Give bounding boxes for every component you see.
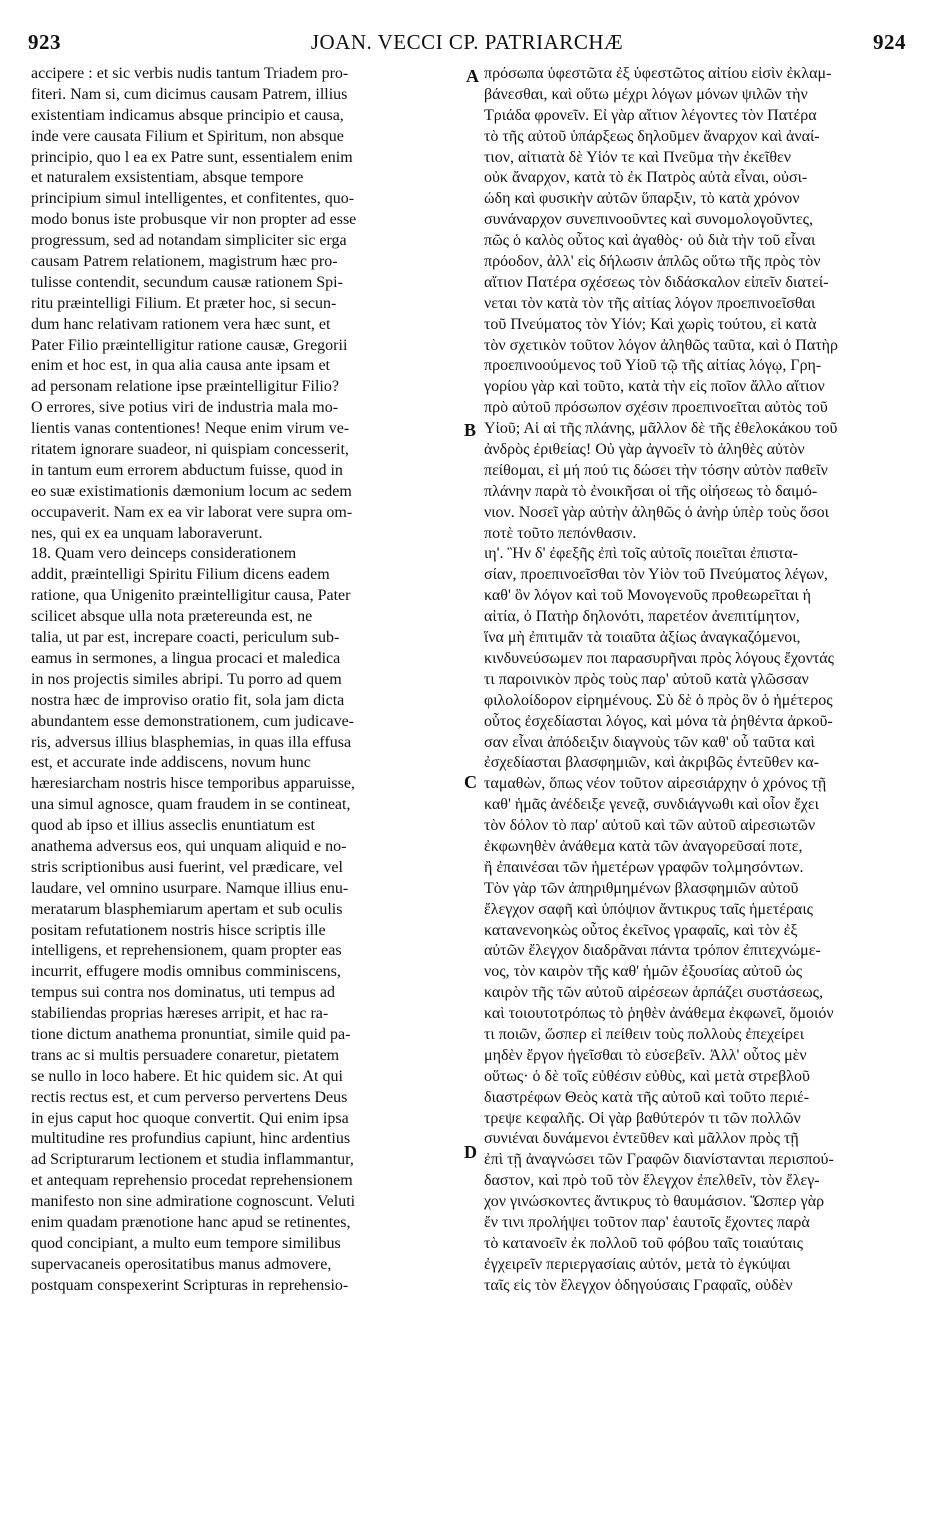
latin-text-line: incurrit, effugere modis omnibus comminiscens, [31,963,341,981]
latin-text-line: ratione, qua Unigenito præintelligitur causa, Pater [31,587,351,605]
greek-text-line: τρεψε κεφαλῆς. Οἱ γὰρ βαθύτερόν τι τῶν πολλῶν [484,1109,801,1127]
greek-text-line: ποτὲ τοῦτο πεπόνθασιν. [484,524,637,542]
latin-text-line: est, et accurate inde addiscens, novum hunc [31,754,311,772]
page-number-left: 923 [28,30,61,54]
greek-text-line: αἴτιον Πατέρα σχέσεως τὸν διδάσκαλον εἰπεῖν διατεί- [484,273,829,291]
greek-text-line: μηδὲν ἔργον ἡγεῖσθαι τὸ εὐσεβεῖν. Ἀλλ' οὗτος μὲν [484,1046,807,1064]
latin-text-line: multitudine res profundius capiunt, hinc ardentius [31,1130,351,1148]
greek-text-line: οὕτως· ὁ δὲ τοῖς εὐθέσιν εὐθὺς, καὶ μετὰ στρεβλοῦ [484,1067,810,1085]
latin-text-line: O errores, sive potius viri de industria mala mo- [31,399,339,417]
greek-text-line: πῶς ὁ καλὸς οὗτος καὶ ἀγαθὸς· οὐ διὰ τὴν τοῦ εἶναι [484,232,816,250]
latin-text-line: hæresiarcham nostris hisce temporibus apparuisse, [31,775,355,793]
greek-text-line: ταῖς εἰς τὸν ἔλεγχον ὁδηγούσαις Γραφαῖς, οὐδὲν [484,1276,793,1294]
greek-text-line: οὐκ ἄναρχον, κατὰ τὸ ἐκ Πατρὸς αὐτὰ εἶναι, οὐσι- [484,169,808,187]
latin-text-line: causam Patrem relationem, magistrum hæc pro- [31,253,338,271]
margin-marker-c: C [464,772,477,792]
greek-text-line: προεπινοούμενος τοῦ Υἱοῦ τῷ τῆς αἰτίας λόγῳ, Γρη- [484,357,822,375]
greek-text-line: δαστον, καὶ πρὸ τοῦ τὸν ἔλεγχον ἐπελθεῖν, τὸν ἔλεγ- [484,1172,820,1190]
latin-text-line: dum hanc relativam rationem vera hæc sunt, et [31,315,331,333]
greek-text-line: πείθομαι, εἰ μή πού τις δώσει τὴν τόσην αὐτὸν παθεῖν [484,461,828,479]
latin-text-line: se nullo in loco habere. Et hic quidem sic. At qui [31,1067,343,1085]
latin-text-line: una simul agnosce, quam fraudem in se contineat, [31,796,351,814]
greek-text-line: κατανενοηκὼς οὗτος ἐκεῖνος γραφαῖς, καὶ τὸν ἐξ [484,921,798,939]
latin-text-line: talia, ut par est, increpare coacti, periculum sub- [31,629,340,647]
greek-text-line: πλάνην παρὰ τὸ ἐνοικῆσαι οἱ τῆς οἰήσεως τὸ δαιμό- [484,482,818,500]
latin-text-line: in nos projectis similes abripi. Tu porro ad quem [31,670,342,688]
greek-text-line: ιη'. Ἣν δ' ἐφεξῆς ἐπὶ τοῖς αὐτοῖς ποιεῖται ἐπιστα- [484,545,798,563]
greek-text-line: ἵνα μὴ ἐπιτιμᾶν τὰ τοιαῦτα ἀξίως ἀναγκαζόμενοι, [484,629,801,647]
greek-text-line: συνιέναι δυνάμενοι ἐντεῦθεν καὶ μᾶλλον πρὸς τῇ [484,1130,799,1148]
latin-text-line: principio, quo l ea ex Patre sunt, essentialem enim [31,148,353,166]
latin-text-line: enim et hoc est, in qua alia causa ante ipsam et [31,357,330,375]
latin-text-line: abundantem esse demonstrationem, cum judicave- [31,712,355,730]
greek-text-line: οὗτος ἐσχεδίασται λόγος, καὶ μόνα τὰ ῥηθέντα ἀρκοῦ- [484,712,833,730]
latin-text-line: existentiam indicamus absque principio et causa, [31,106,344,124]
greek-text-line: Τριάδα φρονεῖν. Εἰ γὰρ αἴτιον λέγοντες τὸν Πατέρα [484,106,817,124]
greek-text-line: ἢ ἐπαινέσαι τῶν ἡμετέρων γραφῶν τολμησόντων. [484,858,804,876]
greek-text-line: τι ποιῶν, ὥσπερ εἰ πείθειν τοὺς πολλοὺς ἐπεχείρει [484,1025,805,1043]
greek-text-line: ταμαθὼν, ὅπως νέον τοῦτον αἱρεσιάρχην ὁ χρόνος τῇ [484,775,827,793]
latin-text-line: addit, præintelligi Spiritu Filium dicens eadem [31,566,330,584]
latin-text-line: ritu præintelligi Filium. Et præter hoc, si secun- [31,294,337,312]
latin-text-line: Pater Filio præintelligitur ratione causæ, Gregorii [31,336,348,354]
greek-text-line: κινδυνεύσωμεν ποι παρασυρῆναι πρὸς λόγους ἔχοντάς [484,649,834,667]
greek-text-line: νος, τὸν καιρὸν τῆς καθ' ἡμῶν ἐξουσίας αὐτοῦ ὡς [484,963,803,981]
greek-text-line: τὸ τῆς αὐτοῦ ὑπάρξεως δηλοῦμεν ἄναρχον καὶ ἀναί- [484,127,820,145]
greek-text-line: αὐτῶν ἔλεγχον διαδρᾶναι πάντα τρόπον ἐπιτεχνώμε- [484,942,821,960]
latin-text-line: intelligens, et reprehensionem, quam propter eas [31,942,342,960]
latin-text-line: occupaverit. Nam ex ea vir laborat vere supra om- [31,503,353,521]
greek-text-line: συνάναρχον συνεπινοοῦντες καὶ συνομολογοῦντες, [484,211,813,229]
greek-text-line: χον γινώσκοντες ἄντικρυς τὸ θαυμάσιον. Ὥσπερ γὰρ [484,1193,825,1211]
greek-text-line: Τὸν γὰρ τῶν ἀπηριθμημένων βλασφημιῶν αὐτοῦ [484,879,799,897]
latin-text-line: supervacaneis operositatibus manus admovere, [31,1255,332,1273]
latin-text-line: anathema adversus eos, qui unquam aliquid e no- [31,837,347,855]
greek-text-line: πρόσωπα ὑφεστῶτα ἐξ ὑφεστῶτος αἰτίου εἰσὶν ἐκλαμ- [484,65,832,82]
latin-text-line: in tantum eum errorem abductum fuisse, quod in [31,461,343,479]
latin-text-line: enim quadam prænotione hanc apud se retinentes, [31,1213,351,1231]
latin-text-line: laudare, vel omnino usurpare. Namque illius enu- [31,879,349,897]
greek-text-line: ἀνδρὸς ἐριθείας! Οὐ γὰρ ἀγνοεῖν τὸ ἀληθὲς αὐτὸν [484,441,805,459]
latin-text-line: fiteri. Nam si, cum dicimus causam Patrem, illius [31,85,348,103]
latin-text-line: nostra hæc de improviso oratio fit, sola jam dicta [31,691,345,709]
latin-text-line: ad Scripturarum lectionem et studia inflammantur, [31,1151,354,1169]
latin-text-line: manifesto non sine admiratione cognoscunt. Veluti [31,1193,356,1211]
latin-text-line: meratarum blasphemiarum apertam et sub oculis [31,900,343,918]
latin-text-line: tulisse contendit, secundum causæ rationem Spi- [31,273,343,291]
latin-text-line: principium simul intelligentes, et confitentes, quo- [31,190,355,208]
latin-text-line: tempus sui contra nos dominatus, uti tempus ad [31,984,335,1002]
margin-marker-a: A [466,66,479,86]
greek-text-line: νεται τὸν κατὰ τὸν τῆς αἰτίας λόγον προεπινοεῖσθαι [484,294,816,312]
greek-text-line: γορίου γὰρ καὶ τοῦτο, κατὰ τὴν εἰς ποῖον ἄλλο αἴτιον [484,378,825,396]
greek-text-line: ἔν τινι προλήψει τοῦτον παρ' ἑαυτοῖς ἔχοντες παρὰ [484,1213,810,1231]
latin-text-line: scilicet absque ulla nota prætereunda est, ne [31,608,313,626]
greek-text-line: τὸν σχετικὸν τοῦτον λόγον ἀληθῶς ταῦτα, καὶ ὁ Πατὴρ [484,336,838,354]
latin-text-line: quod ab ipso et illius asseclis enuntiatum est [31,817,315,835]
margin-marker-b: B [464,420,477,440]
latin-text-line: positam refutationem nostris hisce scriptis ille [31,921,326,939]
latin-text-line: progressum, sed ad notandam simpliciter sic erga [31,232,347,250]
latin-column [31,64,461,1297]
latin-text-line: nes, qui ex ea unquam laboraverunt. [31,524,263,542]
greek-text-line: πρὸ αὐτοῦ πρόσωπον σχέσιν προεπινοεῖται αὐτὸς τοῦ [484,399,828,417]
latin-text-line: ad personam relatione ipse præintelligitur Filio? [31,378,339,396]
latin-text-line: et antequam reprehensio procedat reprehensionem [31,1172,353,1190]
greek-text-line: ἐσχεδίασται βλασφημιῶν, καὶ ἀκριβῶς ἐντεῦθεν κα- [484,754,819,772]
greek-text-line: αἰτία, ὁ Πατὴρ δηλονότι, παρετέον ἀνεπιτίμητον, [484,608,800,626]
latin-text-line: tione dictum anathema pronuntiat, simile quid pa- [31,1025,351,1043]
latin-text-line: accipere : et sic verbis nudis tantum Triadem pro- [31,65,349,82]
greek-text-line: ἐγχειρεῖν περιεργασίαις αὐτόν, μετὰ τὸ ἐγκύψαι [484,1255,791,1273]
greek-text-line: νιον. Νοσεῖ γὰρ αὐτὴν ἀληθῶς ὁ ἀνὴρ ὑπὲρ τοὺς ὅσοι [484,503,829,521]
latin-text-line: stabiliendas proprias hæreses arripit, et hac ra- [31,1005,329,1023]
greek-text-line: φιλολοίδορον εἰρημένους. Σὺ δὲ ὁ πρὸς ὃν ὁ ἡμέτερος [484,691,833,709]
greek-text-line: Υἱοῦ; Αἱ αἱ τῆς πλάνης, μᾶλλον δὲ τῆς ἐθελοκάκου τοῦ [484,420,838,438]
greek-text-line: καιρὸν τῆς τῶν αὐτοῦ αἱρέσεων ἁρπάζει συστάσεως, [484,984,823,1002]
latin-text-line: postquam conspexerint Scripturas in reprehensio- [31,1276,349,1294]
greek-text-line: καθ' ἡμᾶς ἀνέδειξε γενεᾷ, συνδιάγνωθι καὶ οἷον ἔχει [484,796,819,814]
greek-text-line: καθ' ὃν λόγον καὶ τοῦ Μονογενοῦς προθεωρεῖται ἡ [484,587,812,605]
greek-column [484,64,908,1297]
greek-text-line: βάνεσθαι, καὶ οὕτω μέχρι λόγων μόνων ψιλῶν τὴν [484,85,808,103]
greek-text-line: σαν εἶναι ἀπόδειξιν διαγνοὺς τῶν καθ' οὗ ταῦτα καὶ [484,733,815,751]
latin-text-line: et naturalem exsistentiam, absque tempore [31,169,304,187]
greek-text-line: πρόοδον, ἀλλ' εἰς δήλωσιν ἁπλῶς οὕτω τῆς πρὸς τὸν [484,253,821,271]
greek-text-line: ἐκφωνηθὲν ἀνάθεμα κατὰ τῶν ἀναγορεῦσαί ποτε, [484,837,803,855]
greek-text-line: ἔλεγχον σαφῆ καὶ ὑπόψιον ἄντικρυς ταῖς ἡμετέραις [484,900,813,918]
latin-text-line: lientis vanas contentiones! Neque enim virum ve- [31,420,350,438]
latin-text-line: 18. Quam vero deinceps considerationem [31,545,297,563]
latin-text-line: trans ac si multis persuadere conaretur, pietatem [31,1046,340,1064]
page-number-right: 924 [873,30,906,54]
running-header [28,30,906,60]
latin-text-line: eamus in sermones, a lingua procaci et maledica [31,649,341,667]
greek-text-line: ώδη καὶ φυσικὴν αὐτῶν ὕπαρξιν, τὸ κατὰ χρόνον [484,190,800,208]
greek-text-line: καὶ τοιουτοτρόπως τὸ ῥηθὲν ἀνάθεμα ἐκφωνεῖ, ὅμοιόν [484,1005,834,1023]
greek-text-line: τοῦ Πνεύματος τὸν Υἱόν; Καὶ χωρὶς τούτου, εἰ κατὰ [484,315,817,333]
latin-text-line: ritatem ignorare suadeor, ni quispiam concesserit, [31,441,349,459]
greek-text-line: ἐπὶ τῇ ἀναγνώσει τῶν Γραφῶν διανίστανται περισπού- [484,1151,834,1169]
margin-marker-d: D [464,1142,477,1162]
latin-text-line: in ejus caput hoc quoque convertit. Qui enim ipsa [31,1109,349,1127]
greek-text-line: τὸ κατανοεῖν ἐκ πολλοῦ τοῦ φόβου ταῖς τοιαύταις [484,1234,803,1252]
latin-text-line: stris scriptionibus ausi fuerint, vel prædicare, vel [31,858,343,876]
latin-text-line: quod concipiant, a multo eum tempore similibus [31,1234,341,1252]
greek-text-line: διαστρέφων Θεὸς κατὰ τῆς αὐτοῦ καὶ τοῦτο περιέ- [484,1088,810,1106]
latin-text-line: eo suæ existimationis dæmonium locum ac sedem [31,482,352,500]
latin-text-line: ris, adversus illius blasphemias, in quas illa effusa [31,733,352,751]
greek-text-line: τὸν δόλον τὸ παρ' αὐτοῦ καὶ τῶν αὐτοῦ αἱρεσιωτῶν [484,817,816,835]
latin-text-line: modo bonus iste probusque vir non propter ad esse [31,211,357,229]
running-title: JOAN. VECCI CP. PATRIARCHÆ [310,30,624,54]
greek-text-line: τι παροινικὸν πρὸς τοὺς παρ' αὐτοῦ κατὰ γλῶσσαν [484,670,809,688]
latin-text-line: inde vere causata Filium et Spiritum, non absque [31,127,344,145]
greek-text-line: σίαν, προεπινοεῖσθαι τὸν Υἱὸν τοῦ Πνεύματος λέγων, [484,566,828,584]
latin-text-line: rectis rectus est, et cum perverso pervertens Deus [31,1088,348,1106]
greek-text-line: τιον, αἰτιατὰ δὲ Υἱόν τε καὶ Πνεῦμα τὴν ἐκεῖθεν [484,148,791,166]
